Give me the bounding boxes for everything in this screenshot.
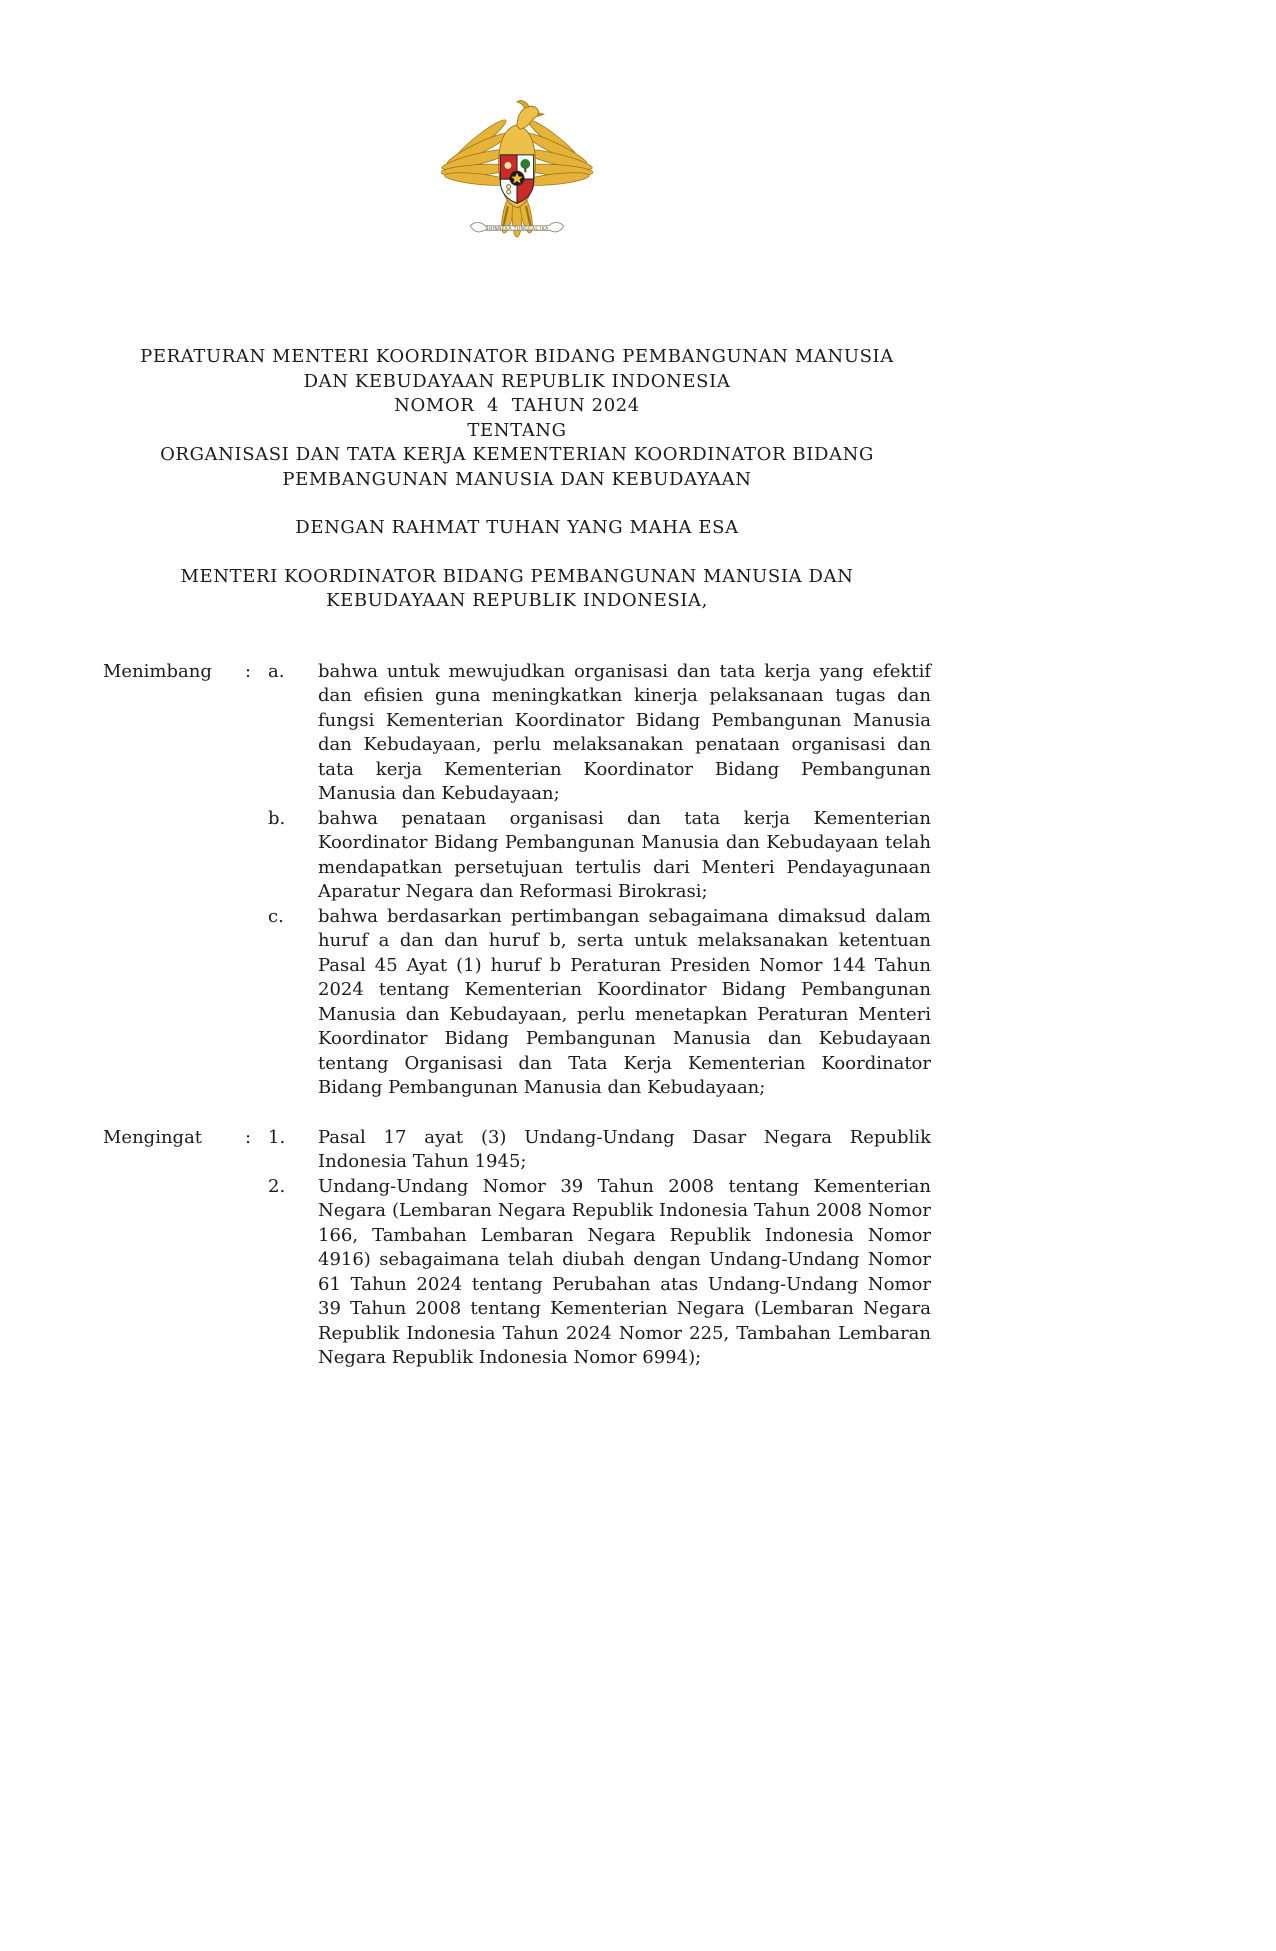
title-line-4: TENTANG: [467, 419, 567, 441]
mengingat-items: [268, 1126, 931, 1371]
item-marker: b.: [268, 807, 286, 829]
item-marker: 1.: [268, 1126, 286, 1148]
title-line-2: DAN KEBUDAYAAN REPUBLIK INDONESIA: [303, 370, 731, 392]
section-mengingat: [103, 1126, 931, 1371]
item-marker: c.: [268, 905, 284, 927]
item-marker: a.: [268, 660, 285, 682]
list-item: [268, 1126, 931, 1175]
section-label-menimbang: Menimbang: [103, 660, 212, 682]
emblem-motto: BHINNEKA TUNGGAL IKA: [485, 226, 549, 232]
garuda-emblem-icon: [441, 93, 593, 253]
list-item: [268, 807, 931, 905]
garuda-emblem: [103, 93, 931, 253]
document-title: [103, 345, 931, 492]
authority-line-2: KEBUDAYAAN REPUBLIK INDONESIA,: [326, 590, 708, 611]
authority-line-1: MENTERI KOORDINATOR BIDANG PEMBANGUNAN MANUSIA DAN: [180, 565, 854, 587]
document-content: [103, 0, 931, 1371]
title-line-5: ORGANISASI DAN TATA KERJA KEMENTERIAN KOORDINATOR BIDANG: [160, 444, 874, 465]
item-text: Undang-Undang Nomor 39 Tahun 2008 tentang Kementerian Negara (Lembaran Negara Republik Indonesia Tahun 2008 Nomor 166, Tambahan Lembaran Negara Republik Indonesia Nomor 4916) sebagaimana telah diubah dengan Undang-Undang Nomor 61 Tahun 2024 tentang Perubahan atas Undang-Undang Nomor 39 Tahun 2008 tentang Kementerian Negara (Lembaran Negara Republik Indonesia Tahun 2024 Nomor 225, Tambahan Lembaran Negara Republik Indonesia Nomor 6994);: [318, 1175, 931, 1368]
title-line-3: NOMOR 4 TAHUN 2024: [394, 395, 640, 416]
section-colon: :: [245, 660, 252, 682]
item-text: bahwa untuk mewujudkan organisasi dan tata kerja yang efektif dan efisien guna meningkatkan kinerja pelaksanaan tugas dan fungsi Kementerian Koordinator Bidang Pembangunan Manusia dan Kebudayaan, perlu melaksanakan penataan organisasi dan tata kerja Kementerian Koordinator Bidang Pembangunan Manusia dan Kebudayaan;: [318, 660, 931, 804]
title-line-6: PEMBANGUNAN MANUSIA DAN KEBUDAYAAN: [282, 468, 752, 490]
invocation-line: DENGAN RAHMAT TUHAN YANG MAHA ESA: [295, 517, 739, 538]
section-menimbang: [103, 660, 931, 1101]
authority-block: [103, 565, 931, 614]
list-item: [268, 905, 931, 1101]
section-colon: :: [245, 1126, 252, 1148]
menimbang-items: [268, 660, 931, 1101]
item-marker: 2.: [268, 1175, 286, 1197]
item-text: Pasal 17 ayat (3) Undang-Undang Dasar Negara Republik Indonesia Tahun 1945;: [318, 1126, 931, 1172]
item-text: bahwa penataan organisasi dan tata kerja Kementerian Koordinator Bidang Pembangunan Manusia dan Kebudayaan telah mendapatkan persetujuan tertulis dari Menteri Pendayagunaan Aparatur Negara dan Reformasi Birokrasi;: [318, 807, 931, 902]
list-item: [268, 660, 931, 807]
title-line-1: PERATURAN MENTERI KOORDINATOR BIDANG PEMBANGUNAN MANUSIA: [140, 346, 894, 367]
item-text: bahwa berdasarkan pertimbangan sebagaimana dimaksud dalam huruf a dan dan huruf b, serta untuk melaksanakan ketentuan Pasal 45 Ayat (1) huruf b Peraturan Presiden Nomor 144 Tahun 2024 tentang Kementerian Koordinator Bidang Pembangunan Manusia dan Kebudayaan, perlu menetapkan Peraturan Menteri Koordinator Bidang Pembangunan Manusia dan Kebudayaan tentang Organisasi dan Tata Kerja Kementerian Koordinator Bidang Pembangunan Manusia dan Kebudayaan;: [318, 905, 931, 1098]
list-item: [268, 1175, 931, 1371]
section-label-mengingat: Mengingat: [103, 1126, 203, 1148]
